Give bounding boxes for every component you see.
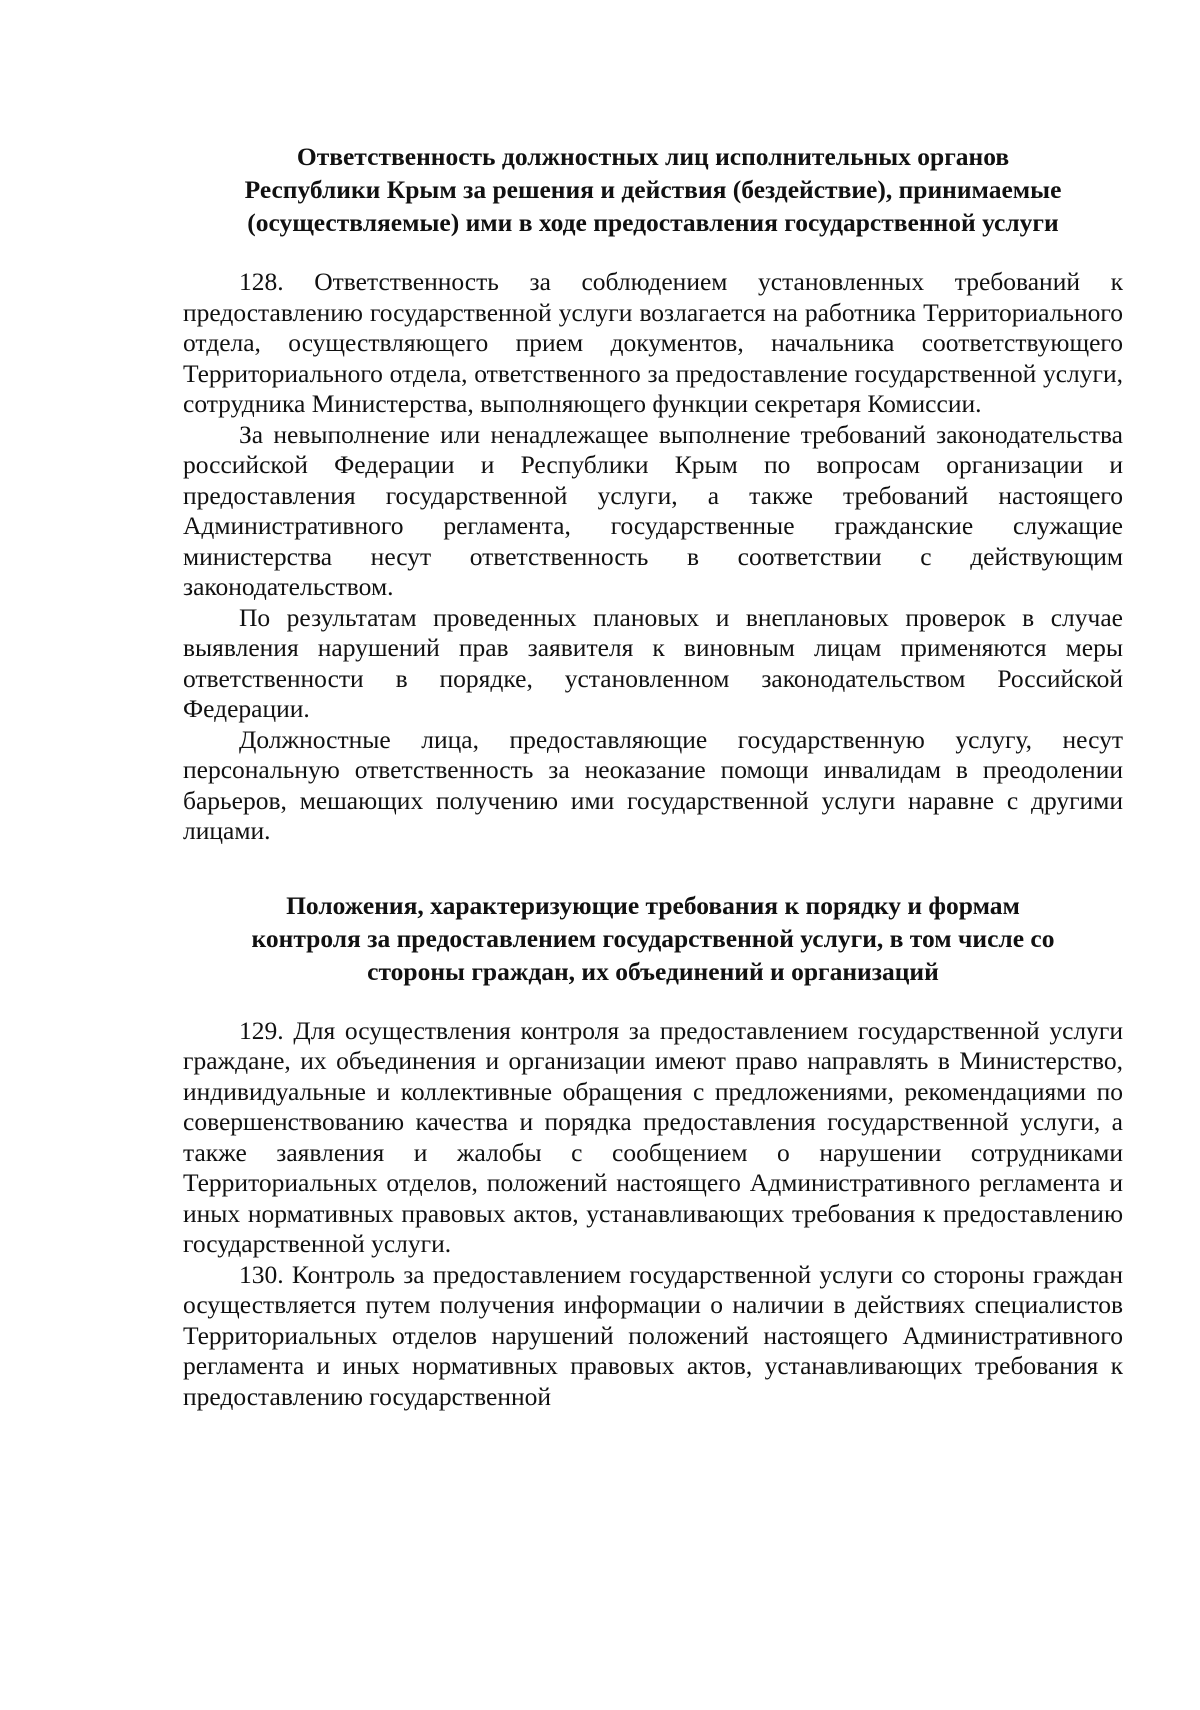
paragraph-128: 128. Ответственность за соблюдением установленных требований к предоставлению государственной услуги возлагается на работника Территориального отдела, осуществляющего прием документов, начальника соответствующего Территориального отдела, ответственного за предоставление государственной услуги, сотрудника Министерства, выполняющего функции секретаря Комиссии. xyxy=(183,267,1123,418)
section-body-responsibility xyxy=(183,267,1123,847)
heading-line: стороны граждан, их объединений и организаций xyxy=(367,956,939,986)
section-heading-responsibility xyxy=(183,140,1123,239)
heading-line: контроля за предоставлением государственной услуги, в том числе со xyxy=(251,923,1055,953)
paragraph-disabled-assistance: Должностные лица, предоставляющие государственную услугу, несут персональную ответственность за неоказание помощи инвалидам в преодолении барьеров, мешающих получению ими государственной услуги наравне с другими лицами. xyxy=(183,724,1123,845)
heading-line: (осуществляемые) ими в ходе предоставления государственной услуги xyxy=(247,208,1059,237)
paragraph-130: 130. Контроль за предоставлением государственной услуги со стороны граждан осуществляется путем получения информации о наличии в действиях специалистов Территориальных отделов нарушений положений настоящего Административного регламента и иных нормативных правовых актов, устанавливающих требования к предоставлению государственной xyxy=(183,1259,1123,1411)
section-body-control xyxy=(183,1016,1123,1413)
heading-line: Положения, характеризующие требования к порядку и формам xyxy=(286,890,1020,920)
document-page xyxy=(183,140,1123,1412)
paragraph-129: 129. Для осуществления контроля за предоставлением государственной услуги граждане, их объединения и организации имеют право направлять в Министерство, индивидуальные и коллективные обращения с предложениями, рекомендациями по совершенствованию качества и порядка предоставления государственной услуги, а также заявления и жалобы с сообщением о нарушении сотрудниками Территориальных отделов, положений настоящего Административного регламента и иных нормативных правовых актов, устанавливающих требования к предоставлению государственной услуги. xyxy=(183,1015,1123,1258)
heading-line: Ответственность должностных лиц исполнительных органов xyxy=(296,142,1010,171)
section-heading-control xyxy=(183,889,1123,988)
heading-line: Республики Крым за решения и действия (бездействие), принимаемые xyxy=(244,175,1062,204)
paragraph-inspection-results: По результатам проведенных плановых и внеплановых проверок в случае выявления нарушений прав заявителя к виновным лицам применяются меры ответственности в порядке, установленном законодательством Российской Федерации. xyxy=(183,602,1123,723)
paragraph-non-fulfillment: За невыполнение или ненадлежащее выполнение требований законодательства российской Федерации и Республики Крым по вопросам организации и предоставления государственной услуги, а также требований настоящего Административного регламента, государственные гражданские служащие министерства несут ответственность в соответствии с действующим законодательством. xyxy=(183,419,1123,601)
